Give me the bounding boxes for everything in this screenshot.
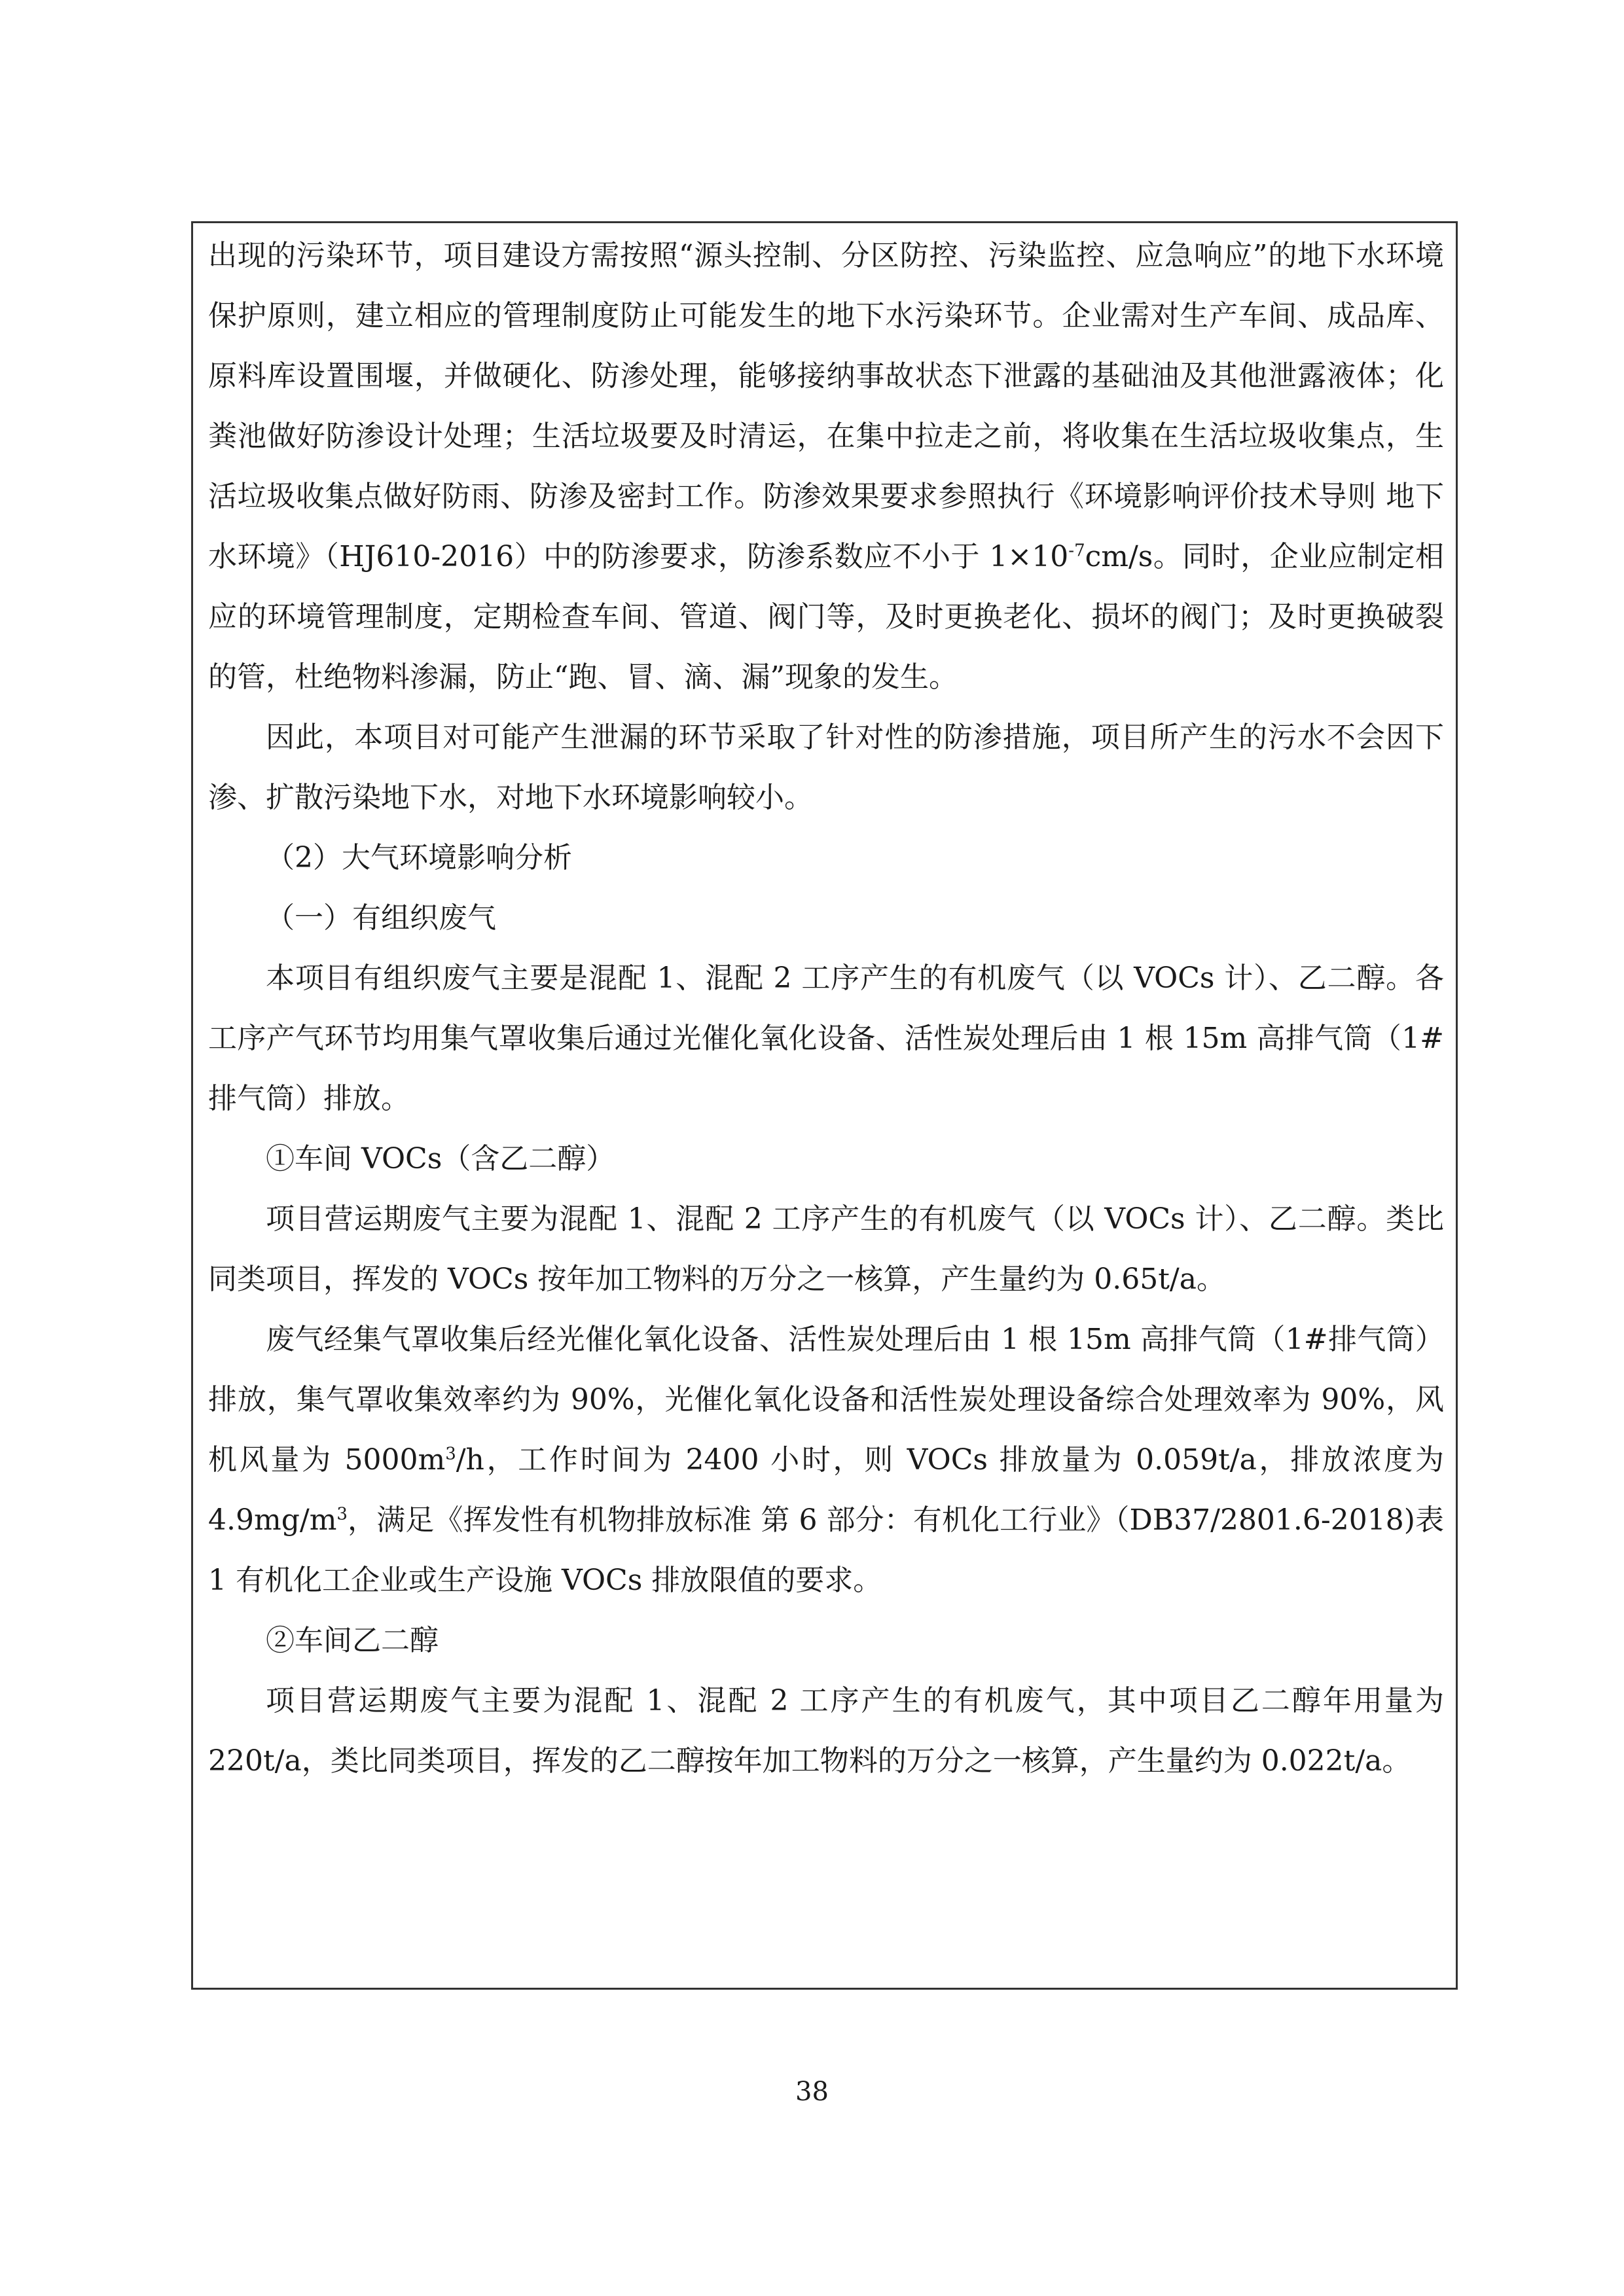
text-run: cm/s。同时，企业应制定相应的环境管理制度，定期检查车间、管道、阀门等，及时更换老化、损坏的阀门；及时更换破裂的管，杜绝物料渗漏，防止“跑、冒、滴、漏”现象的发生。 (208, 540, 1444, 694)
paragraph-heading-organized-gas (208, 888, 1444, 948)
superscript: -7 (1068, 541, 1085, 561)
text-run: 因此，本项目对可能产生泄漏的环节采取了针对性的防渗措施，项目所产生的污水不会因下渗、扩散污染地下水，对地下水环境影响较小。 (208, 721, 1444, 814)
text-run: 本项目有组织废气主要是混配 1、混配 2 工序产生的有机废气（以 VOCs 计）、乙二醇。各工序产气环节均用集气罩收集后通过光催化氧化设备、活性炭处理后由 1 根 15m 高排气筒（1#排气筒）排放。 (208, 961, 1444, 1115)
paragraph-vocs-generation (208, 1189, 1444, 1310)
text-run: （2）大气环境影响分析 (266, 841, 572, 874)
paragraph-organized-gas-intro (208, 948, 1444, 1129)
superscript: 3 (336, 1504, 348, 1524)
paragraph-heading-atmosphere (208, 828, 1444, 888)
text-run: 项目营运期废气主要为混配 1、混配 2 工序产生的有机废气，其中项目乙二醇年用量为 220t/a，类比同类项目，挥发的乙二醇按年加工物料的万分之一核算，产生量约为 0.022t/a。 (208, 1684, 1444, 1778)
paragraph-glycol-generation (208, 1671, 1444, 1791)
paragraph-vocs-emission (208, 1310, 1444, 1611)
text-run: 项目营运期废气主要为混配 1、混配 2 工序产生的有机废气（以 VOCs 计）、乙二醇。类比同类项目，挥发的 VOCs 按年加工物料的万分之一核算，产生量约为 0.65t/a。 (208, 1202, 1444, 1296)
text-run: ①车间 VOCs（含乙二醇） (266, 1142, 615, 1175)
text-run: 废气经集气罩收集后经光催化氧化设备、活性炭处理后由 1 根 15m 高排气筒（1#排气筒）排放，集气罩收集效率约为 90%，光催化氧化设备和活性炭处理设备综合处理效率为 90%，风机风量为 5000m (208, 1323, 1444, 1477)
document-body (208, 226, 1444, 1791)
text-run: 出现的污染环节，项目建设方需按照“源头控制、分区防控、污染监控、应急响应”的地下水环境保护原则，建立相应的管理制度防止可能发生的地下水污染环节。企业需对生产车间、成品库、原料库设置围堰，并做硬化、防渗处理，能够接纳事故状态下泄露的基础油及其他泄露液体；化粪池做好防渗设计处理；生活垃圾要及时清运，在集中拉走之前，将收集在生活垃圾收集点，生活垃圾收集点做好防雨、防渗及密封工作。防渗效果要求参照执行《环境影响评价技术导则 地下水环境》（HJ610-2016）中的防渗要求，防渗系数应不小于 1×10 (208, 239, 1444, 573)
text-run: （一）有组织废气 (266, 901, 496, 935)
paragraph-heading-workshop-glycol (208, 1611, 1444, 1671)
text-run: ，满足《挥发性有机物排放标准 第 6 部分：有机化工行业》（DB37/2801.6-2018)表 1 有机化工企业或生产设施 VOCs 排放限值的要求。 (208, 1503, 1444, 1597)
superscript: 3 (445, 1444, 456, 1464)
page-number: 38 (795, 2077, 829, 2107)
text-run: ②车间乙二醇 (266, 1624, 439, 1657)
text-run: /h，工作时间为 2400 小时，则 VOCs 排放量为 0.059t/a，排放浓度为 4.9mg/m (208, 1443, 1445, 1537)
paragraph-groundwater-conclusion (208, 708, 1444, 828)
paragraph-groundwater-measures (208, 226, 1444, 708)
paragraph-heading-workshop-vocs (208, 1129, 1444, 1189)
